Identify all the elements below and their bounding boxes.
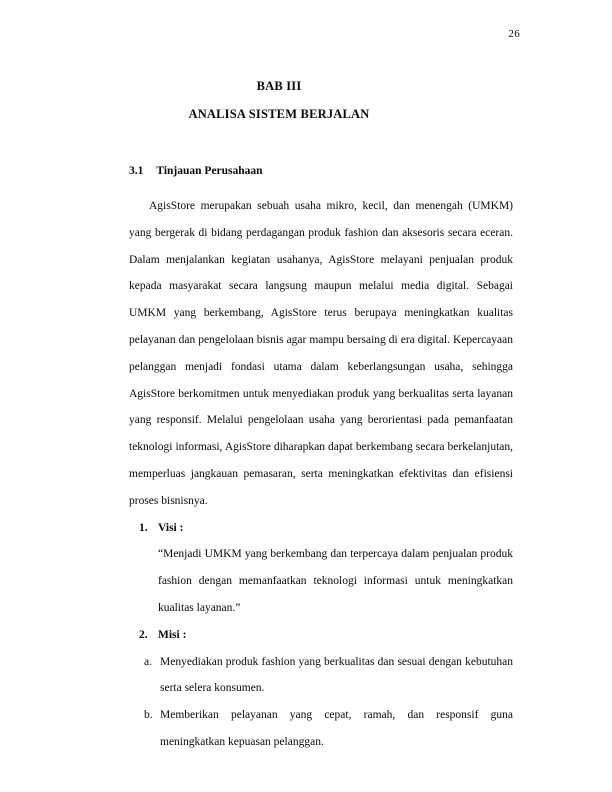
vision-statement: “Menjadi UMKM yang berkembang dan terpercaya dalam penjualan produk fashion dengan memanfaatkan teknologi informasi untuk meningkatkan kualitas layanan.” xyxy=(158,548,513,614)
section-number: 3.1 xyxy=(129,165,144,177)
mission-subitem-a-text: Menyediakan produk fashion yang berkualitas dan sesuai dengan kebutuhan serta selera konsumen. xyxy=(160,655,513,695)
vision-item-number: 1. xyxy=(139,521,148,534)
company-overview-paragraph: AgisStore merupakan sebuah usaha mikro, kecil, dan menengah (UMKM) yang bergerak di bidang perdagangan produk fashion dan aksesoris secara eceran. Dalam menjalankan kegiatan usahanya, AgisStore melayani penjualan produk kepada masyarakat secara langsung maupun melalui media digital. Sebagai UMKM yang berkembang, AgisStore terus berupaya meningkatkan kualitas pelayanan dan pengelolaan bisnis agar mampu bersaing di era digital. Kepercayaan pelanggan menjadi fondasi utama dalam keberlangsungan usaha, sehingga AgisStore berkomitmen untuk menyediakan produk yang berkualitas serta layanan yang responsif. Melalui pengelolaan usaha yang berorientasi pada pemanfaatan teknologi informasi, AgisStore diharapkan dapat berkembang secara berkelanjutan, memperluas jangkauan pemasaran, serta meningkatkan efektivitas dan efisiensi proses bisnisnya. xyxy=(129,200,513,507)
mission-subitem-a xyxy=(129,649,513,703)
vision-item-label: Visi : xyxy=(158,521,184,534)
mission-subitem-b-text: Memberikan pelayanan yang cepat, ramah, dan responsif guna meningkatkan kepuasan pelanggan. xyxy=(160,709,513,748)
chapter-subtitle: ANALISA SISTEM BERJALAN xyxy=(188,107,370,121)
mission-item-number: 2. xyxy=(139,628,148,641)
mission-subitem-b xyxy=(129,702,513,756)
mission-subitem-b-letter: b. xyxy=(144,709,153,722)
mission-item xyxy=(129,622,513,649)
mission-subitem-a-letter: a. xyxy=(144,655,152,668)
page-number: 26 xyxy=(508,28,520,40)
chapter-title: BAB III xyxy=(256,79,302,93)
vision-item xyxy=(129,515,513,542)
page-content xyxy=(129,163,513,756)
mission-item-label: Misi : xyxy=(158,628,187,641)
section-heading xyxy=(129,163,513,179)
section-title: Tinjauan Perusahaan xyxy=(156,165,263,177)
